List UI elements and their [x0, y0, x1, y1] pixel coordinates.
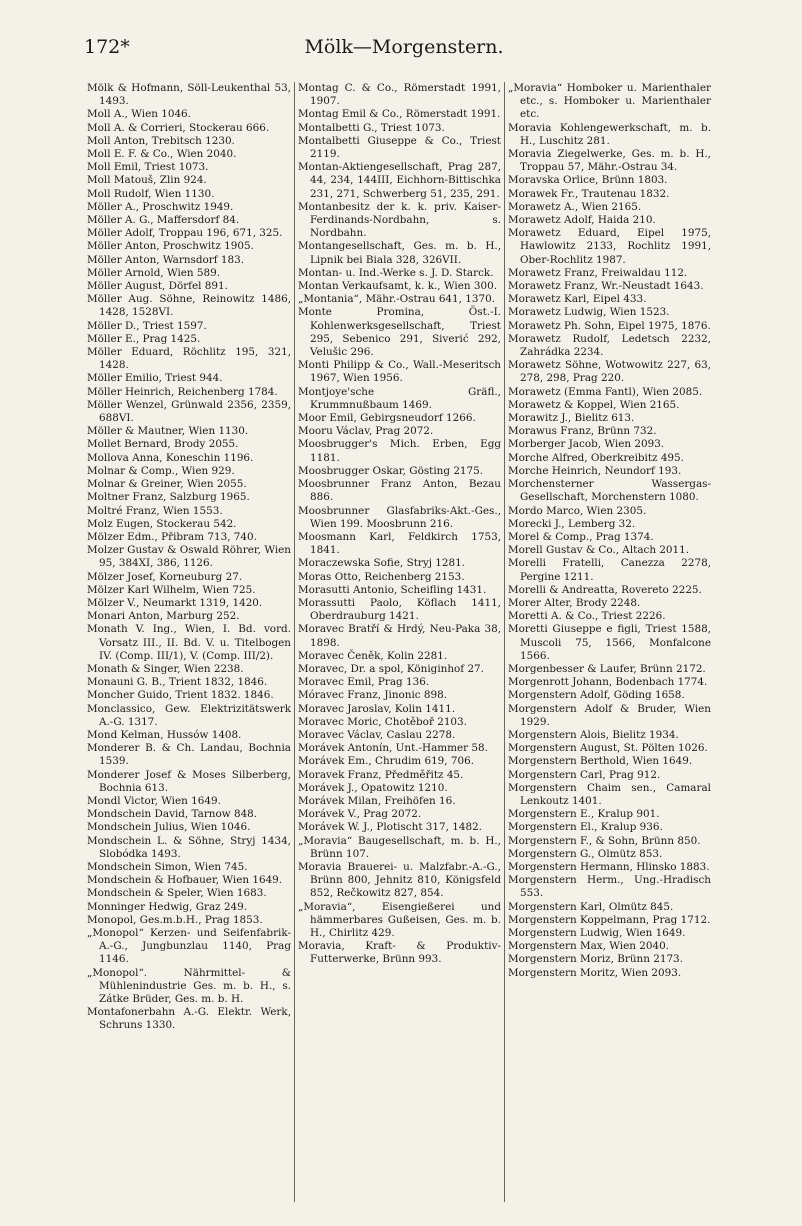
directory-entry: Moor Emil, Gebirgsneudorf 1266.: [298, 412, 476, 425]
directory-entry: Mölzer Edm., Přibram 713, 740.: [87, 530, 257, 543]
directory-entry: Morgenstern Berthold, Wien 1649.: [508, 755, 693, 768]
directory-entry: Morávek Em., Chrudim 619, 706.: [298, 755, 475, 768]
directory-entry: Möller A. G., Maffersdorf 84.: [87, 214, 240, 227]
directory-entry: Morassutti Paolo, Köflach 1411, Oberdrauburg 1421.: [298, 596, 501, 623]
directory-entry: Móravec Franz, Jinonic 898.: [298, 689, 448, 702]
directory-entry: Montangesellschaft, Ges. m. b. H., Lipnik bei Biala 328, 326VII.: [298, 240, 501, 266]
directory-entry: Mondschein David, Tarnow 848.: [87, 808, 258, 821]
directory-entry: Monderer B. & Ch. Landau, Bochnia 1539.: [87, 742, 291, 768]
page-header: [84, 36, 724, 64]
column-left: [84, 82, 294, 1202]
directory-entry: Moravec Emil, Prag 136.: [298, 676, 430, 689]
directory-entry: Montan- u. Ind.-Werke s. J. D. Starck.: [298, 266, 494, 279]
directory-entry: Möller A., Proschwitz 1949.: [87, 200, 234, 213]
directory-entry: Morgenbesser & Laufer, Brünn 2172.: [508, 662, 706, 675]
running-head: Mölk—Morgenstern.: [304, 36, 504, 58]
directory-entry: Monath V. Ing., Wien, I. Bd. vord. Vorsatz III., II. Bd. V. u. Titelbogen IV. (Comp. III/1), V. (Comp. III/2).: [87, 623, 291, 662]
directory-entry: Moltré Franz, Wien 1553.: [87, 504, 223, 517]
directory-entry: Moretti A. & Co., Triest 2226.: [508, 610, 666, 623]
directory-entry: Monninger Hedwig, Graz 249.: [87, 900, 248, 913]
directory-entry: Morgenstern Alois, Bielitz 1934.: [508, 728, 679, 741]
directory-entry: Möller Wenzel, Grünwald 2356, 2359, 688VI.: [87, 398, 291, 425]
directory-entry: Molzer Gustav & Oswald Röhrer, Wien 95, 384XI, 386, 1126.: [87, 544, 291, 570]
directory-entry: Mondschein L. & Söhne, Stryj 1434, Slobódka 1493.: [87, 834, 291, 860]
directory-entry: Morgenstern F., & Sohn, Brünn 850.: [508, 834, 701, 847]
directory-entry: Morawetz A., Wien 2165.: [508, 200, 642, 213]
directory-entry: Morawetz Rudolf, Ledetsch 2232, Zahrádka 2234.: [508, 332, 711, 359]
directory-entry: Molnar & Comp., Wien 929.: [87, 464, 235, 477]
directory-entry: Morawitz J., Bielitz 613.: [508, 412, 635, 425]
directory-entry: Montan Verkaufsamt, k. k., Wien 300.: [298, 280, 498, 293]
directory-entry: Morawetz Söhne, Wotwowitz 227, 63, 278, 298, Prag 220.: [508, 359, 711, 385]
directory-entry: Moretti Giuseppe e figli, Triest 1588, Muscoli 75, 1566, Monfalcone 1566.: [508, 623, 711, 662]
directory-entry: Moravec Václav, Caslau 2278.: [298, 728, 456, 741]
directory-entry: Morávek Milan, Freihöfen 16.: [298, 794, 456, 807]
directory-entry: Monclassico, Gew. Elektrizitätswerk A.-G. 1317.: [87, 702, 291, 728]
directory-entry: Morgenstern Moritz, Wien 2093.: [508, 966, 682, 979]
directory-entry: Morgenstern Max, Wien 2040.: [508, 940, 669, 953]
directory-entry: Morávek Antonín, Unt.-Hammer 58.: [298, 742, 488, 755]
directory-entry: Montjoye'sche Gräfl., Krummnußbaum 1469.: [298, 385, 501, 411]
directory-entry: Moravia Brauerei- u. Malzfabr.-A.-G., Brünn 800, Jehnitz 810, Königsfeld 852, Rečkowitz 827, 854.: [298, 860, 501, 900]
directory-entry: Morawus Franz, Brünn 732.: [508, 425, 657, 438]
directory-entry: Monauni G. B., Trient 1832, 1846.: [87, 676, 268, 689]
directory-entry: Morelli Fratelli, Canezza 2278, Pergine 1211.: [508, 557, 711, 583]
directory-entry: Möller Anton, Proschwitz 1905.: [87, 240, 254, 253]
directory-entry: Möller Anton, Warnsdorf 183.: [87, 253, 245, 266]
directory-entry: „Monopol“ Kerzen- und Seifenfabrik-A.-G., Jungbunzlau 1140, Prag 1146.: [87, 927, 291, 966]
directory-entry: Mollova Anna, Koneschin 1196.: [87, 451, 254, 464]
directory-entry: Morawetz & Koppel, Wien 2165.: [508, 398, 680, 411]
directory-entry: Morawetz Eduard, Eipel 1975, Hawlowitz 2133, Rochlitz 1991, Ober-Rochlitz 1987.: [508, 227, 711, 266]
directory-entry: Morgenstern Koppelmann, Prag 1712.: [508, 913, 711, 926]
directory-entry: Mölzer Karl Wilhelm, Wien 725.: [87, 583, 256, 596]
directory-entry: Moravek Franz, Předměřitz 45.: [298, 768, 464, 781]
column-middle: [294, 82, 504, 1202]
directory-entry: Morecki J., Lemberg 32.: [508, 517, 636, 530]
directory-entry: Morgenstern Karl, Olmütz 845.: [508, 900, 674, 913]
directory-columns: [84, 82, 724, 1202]
page-number: 172*: [84, 36, 130, 58]
directory-entry: Moravec Bratří & Hrdý, Neu-Paka 38, 1898.: [298, 623, 501, 649]
directory-entry: Mond Kelman, Hussów 1408.: [87, 728, 242, 741]
directory-entry: Morawetz Ludwig, Wien 1523.: [508, 306, 670, 319]
directory-entry: Montag Emil & Co., Römerstadt 1991.: [298, 108, 501, 121]
directory-entry: Morgenstern G., Olmütz 853.: [508, 847, 663, 860]
directory-entry: Morchensterner Wassergas-Gesellschaft, Morchenstern 1080.: [508, 478, 711, 504]
directory-entry: Mondschein Julius, Wien 1046.: [87, 821, 251, 834]
directory-entry: Moravec Jaroslav, Kolin 1411.: [298, 702, 455, 715]
directory-entry: Morell Gustav & Co., Altach 2011.: [508, 544, 690, 557]
directory-entry: Möller Emilio, Triest 944.: [87, 372, 223, 385]
directory-entry: Mondschein & Speler, Wien 1683.: [87, 887, 267, 900]
directory-entry: Möller & Mautner, Wien 1130.: [87, 425, 249, 438]
directory-entry: Moosbrugger Oskar, Gösting 2175.: [298, 464, 484, 477]
directory-entry: Morgenstern Herm., Ung.-Hradisch 553.: [508, 874, 711, 900]
directory-entry: Möller August, Dörfel 891.: [87, 280, 228, 293]
directory-entry: Moltner Franz, Salzburg 1965.: [87, 491, 250, 504]
directory-entry: Monath & Singer, Wien 2238.: [87, 662, 244, 675]
column-right: [504, 82, 714, 1202]
directory-entry: Monti Philipp & Co., Wall.-Meseritsch 1967, Wien 1956.: [298, 359, 501, 385]
directory-entry: Morgenstern Adolf, Göding 1658.: [508, 689, 685, 702]
directory-entry: „Moravia“ Baugesellschaft, m. b. H., Brünn 107.: [298, 834, 501, 860]
directory-entry: Montalbetti Giuseppe & Co., Triest 2119.: [298, 134, 501, 161]
directory-entry: Möller Arnold, Wien 589.: [87, 266, 221, 279]
directory-entry: Montalbetti G., Triest 1073.: [298, 121, 445, 134]
directory-entry: Morgenstern Ludwig, Wien 1649.: [508, 927, 686, 939]
directory-entry: Möller Eduard, Röchlitz 195, 321, 1428.: [87, 346, 291, 372]
directory-entry: „Montania“, Mähr.-Ostrau 641, 1370.: [298, 293, 495, 306]
directory-entry: Moll Anton, Trebitsch 1230.: [87, 134, 235, 147]
directory-entry: Morávek V., Prag 2072.: [298, 808, 422, 821]
directory-entry: Morgenstern Adolf & Bruder, Wien 1929.: [508, 702, 711, 728]
directory-entry: Mölk & Hofmann, Söll-Leukenthal 53, 1493.: [87, 82, 291, 108]
directory-entry: Monte Promina, Öst.-I. Kohlenwerksgesellschaft, Triest 295, Sebenico 291, Siverić 292, Velušic 296.: [298, 306, 501, 359]
directory-entry: Mondschein & Hofbauer, Wien 1649.: [87, 874, 283, 887]
directory-entry: Morche Alfred, Oberkreibitz 495.: [508, 451, 684, 464]
directory-entry: Monopol, Ges.m.b.H., Prag 1853.: [87, 913, 263, 926]
directory-entry: Mölzer V., Neumarkt 1319, 1420.: [87, 596, 263, 609]
directory-entry: Moosbrunner Franz Anton, Bezau 886.: [298, 478, 501, 504]
directory-entry: Morer Alter, Brody 2248.: [508, 596, 641, 609]
directory-entry: Mollet Bernard, Brody 2055.: [87, 438, 239, 451]
directory-entry: Morawetz Karl, Eipel 433.: [508, 293, 647, 306]
directory-entry: Morgenrott Johann, Bodenbach 1774.: [508, 676, 708, 689]
directory-entry: Moravska Orlice, Brünn 1803.: [508, 174, 668, 187]
directory-entry: Morgenstern E., Kralup 901.: [508, 808, 660, 821]
directory-entry: Möller Aug. Söhne, Reinowitz 1486, 1428, 1528VI.: [87, 293, 291, 319]
directory-entry: Montan-Aktiengesellschaft, Prag 287, 44, 234, 144III, Eichhorn-Bittischka 231, 271, Schwerberg 51, 235, 291.: [298, 161, 501, 200]
directory-entry: Moll Matouš, Zlin 924.: [87, 174, 207, 187]
directory-entry: Morche Heinrich, Neundorf 193.: [508, 464, 682, 477]
directory-entry: Morel & Comp., Prag 1374.: [508, 530, 654, 543]
directory-entry: Morgenstern Moriz, Brünn 2173.: [508, 953, 683, 966]
directory-entry: „Moravia“, Eisengießerei und hämmerbares Gußeisen, Ges. m. b. H., Chirlitz 429.: [298, 900, 501, 939]
directory-entry: „Moravia“ Homboker u. Marienthaler etc., s. Homboker u. Marienthaler etc.: [508, 82, 711, 121]
directory-entry: Montag C. & Co., Römerstadt 1991, 1907.: [298, 82, 501, 108]
directory-entry: Mondschein Simon, Wien 745.: [87, 860, 248, 873]
directory-entry: Molz Eugen, Stockerau 542.: [87, 517, 237, 530]
directory-entry: Moravia Ziegelwerke, Ges. m. b. H., Troppau 57, Mähr.-Ostrau 34.: [508, 148, 711, 174]
directory-entry: Morgenstern Hermann, Hlinsko 1883.: [508, 860, 710, 873]
directory-entry: Mooru Václav, Prag 2072.: [298, 425, 434, 438]
directory-entry: Morgenstern August, St. Pölten 1026.: [508, 742, 708, 755]
directory-entry: Möller Heinrich, Reichenberg 1784.: [87, 385, 278, 398]
directory-entry: Mondl Victor, Wien 1649.: [87, 794, 221, 807]
directory-entry: Mordo Marco, Wien 2305.: [508, 504, 647, 517]
directory-entry: Möller Adolf, Troppau 196, 671, 325.: [87, 227, 283, 240]
directory-entry: Moll Rudolf, Wien 1130.: [87, 187, 215, 200]
directory-entry: „Monopol“. Nährmittel- & Mühlenindustrie Ges. m. b. H., s. Zátke Brüder, Ges. m. b. H.: [87, 966, 291, 1006]
directory-entry: Moravia, Kraft- & Produktiv-Futterwerke, Brünn 993.: [298, 940, 501, 966]
directory-entry: Morávek W. J., Plotischt 317, 1482.: [298, 821, 482, 834]
directory-entry: Molnar & Greiner, Wien 2055.: [87, 478, 247, 491]
directory-entry: Morgenstern Carl, Prag 912.: [508, 768, 661, 781]
directory-entry: Moosmann Karl, Feldkirch 1753, 1841.: [298, 530, 501, 557]
directory-entry: Morávek J., Opatowitz 1210.: [298, 781, 448, 794]
directory-entry: Monari Anton, Marburg 252.: [87, 610, 240, 623]
directory-entry: Morgenstern El., Kralup 936.: [508, 821, 663, 834]
directory-entry: Moll E. F. & Co., Wien 2040.: [87, 148, 237, 161]
directory-entry: Monderer Josef & Moses Silberberg, Bochnia 613.: [87, 768, 291, 794]
directory-entry: Morelli & Andreatta, Rovereto 2225.: [508, 583, 702, 596]
directory-entry: Moravec Moric, Chotěboř 2103.: [298, 715, 467, 728]
directory-entry: Möller E., Prag 1425.: [87, 332, 201, 345]
directory-entry: Morasutti Antonio, Scheifling 1431.: [298, 583, 487, 596]
directory-entry: Moll A. & Corrieri, Stockerau 666.: [87, 121, 270, 134]
directory-entry: Moosbrugger's Mich. Erben, Egg 1181.: [298, 438, 501, 464]
directory-entry: Moravia Kohlengewerkschaft, m. b. H., Luschitz 281.: [508, 121, 711, 147]
directory-entry: Moosbrunner Glasfabriks-Akt.-Ges., Wien 199. Moosbrunn 216.: [298, 504, 501, 530]
directory-entry: Morawetz Ph. Sohn, Eipel 1975, 1876.: [508, 319, 711, 332]
directory-entry: Morawetz Franz, Freiwaldau 112.: [508, 266, 688, 279]
directory-entry: Morawetz Franz, Wr.-Neustadt 1643.: [508, 280, 704, 293]
directory-entry: Moll A., Wien 1046.: [87, 108, 191, 121]
directory-entry: Montafonerbahn A.-G. Elektr. Werk, Schruns 1330.: [87, 1006, 291, 1032]
directory-entry: Moravec, Dr. a spol, Königinhof 27.: [298, 662, 484, 675]
directory-entry: Morawetz Adolf, Haida 210.: [508, 214, 656, 227]
directory-entry: Moras Otto, Reichenberg 2153.: [298, 570, 465, 583]
directory-entry: Moncher Guido, Trient 1832. 1846.: [87, 689, 274, 702]
directory-entry: Möller D., Triest 1597.: [87, 319, 207, 332]
directory-entry: Moll Emil, Triest 1073.: [87, 161, 209, 174]
directory-entry: Morawek Fr., Trautenau 1832.: [508, 187, 670, 200]
directory-entry: Morberger Jacob, Wien 2093.: [508, 438, 665, 451]
directory-entry: Montanbesitz der k. k. priv. Kaiser-Ferdinands-Nordbahn, s. Nordbahn.: [298, 200, 501, 240]
directory-entry: Morgenstern Chaim sen., Camaral Lenkoutz 1401.: [508, 781, 711, 807]
directory-entry: Moraczewska Sofie, Stryj 1281.: [298, 557, 465, 570]
directory-entry: Morawetz (Emma Fantl), Wien 2085.: [508, 385, 703, 398]
directory-entry: Mölzer Josef, Korneuburg 27.: [87, 570, 243, 583]
directory-entry: Moravec Čeněk, Kolin 2281.: [298, 649, 448, 662]
